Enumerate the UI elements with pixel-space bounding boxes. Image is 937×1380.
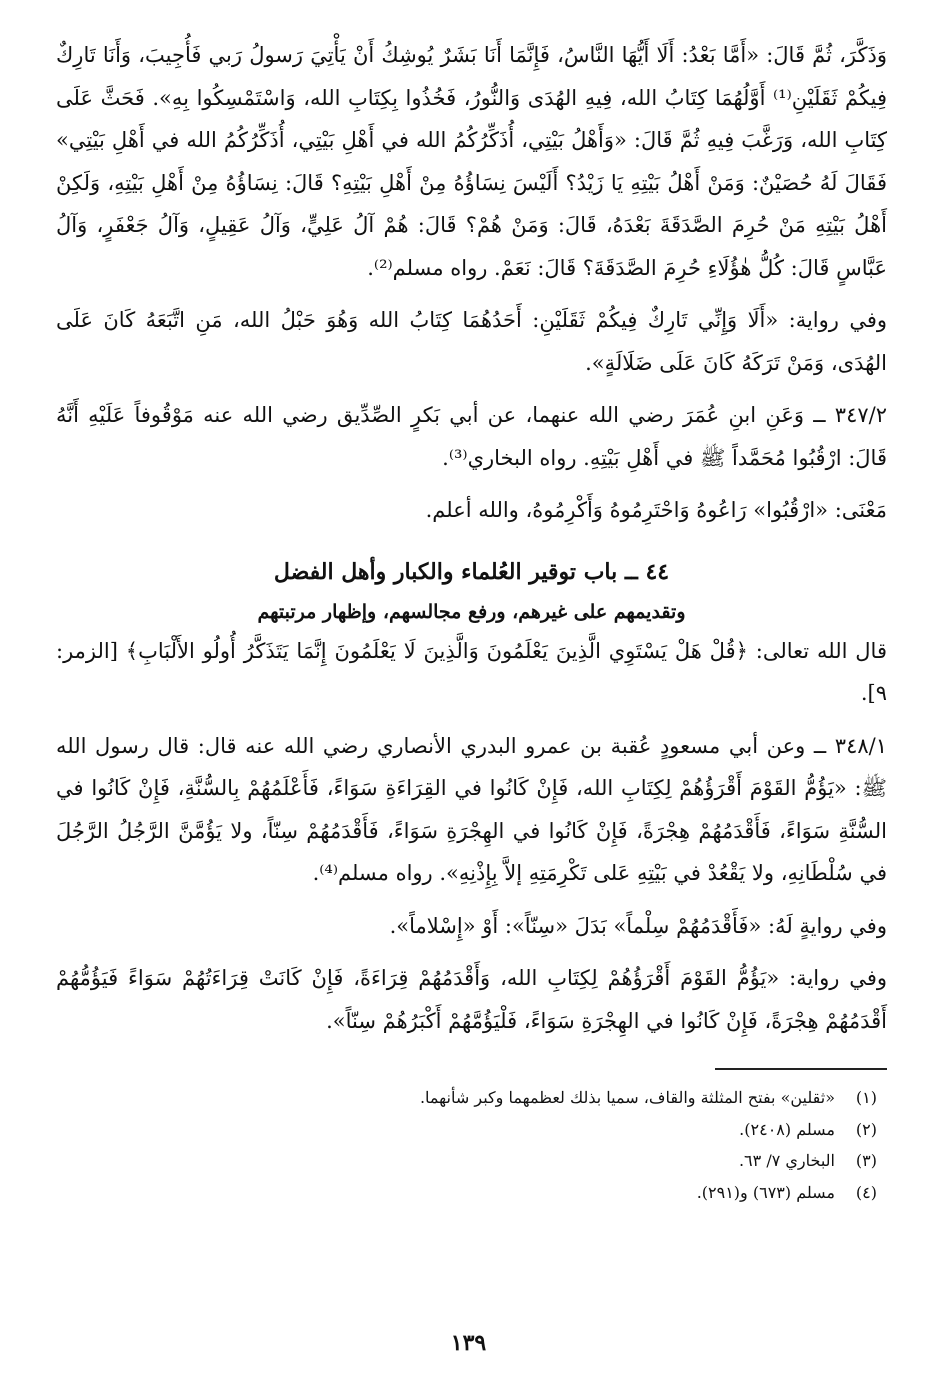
page-number: ١٣٩ (450, 1330, 487, 1356)
chapter-subtitle: وتقديمهم على غيرهم، ورفع مجالسهم، وإظهار مرتبتهم (257, 600, 686, 623)
footnote-separator (715, 1068, 887, 1070)
footnote-text: مسلم (٦٧٣) و(٢٩١). (696, 1182, 835, 1202)
paragraph-hadith-348: ٣٤٨/١ ــ وعن أبي مسعودٍ عُقبة بن عمرو البدري الأنصاري رضي الله عنه قال: قال رسول الله ﷺ: «يَؤُمُّ القَوْمَ أَقْرَؤُهُمْ لِكِتَابِ الله، فَإِنْ كَانُوا في القِرَاءَةِ سَوَاءً، فَأَعْلَمُهُمْ بِالسُّنَّةِ، فَإِنْ كَانُوا في السُّنَّةِ سَوَاءً، فَأَقْدَمُهُمْ هِجْرَةً، فَإِنْ كَانُوا في الهِجْرَةِ سَوَاءً، فَأَقْدَمُهُمْ سِنّاً، ولا يَؤُمَّنَّ الرَّجُلُ الرَّجُلَ في سُلْطَانِهِ، ولا يَقْعُدْ في بَيْتِهِ عَلى تَكْرِمَتِهِ إلاَّ بِإِذْنِهِ». رواه مسلم⁽⁴⁾. (56, 733, 887, 885)
footnote-item (56, 1082, 877, 1114)
footnote-number: (٤) (855, 1182, 877, 1202)
footnote-number: (١) (855, 1088, 877, 1107)
footnote-text: مسلم (٢٤٠٨). (739, 1119, 835, 1139)
footnote-text: البخاري ٧/ ٦٣. (738, 1151, 835, 1170)
spacer (56, 895, 887, 905)
paragraph-riwaya-1: وفي رواية: «أَلَا وَإِنِّي تَارِكٌ فِيكُمْ ثَقَلَيْنِ: أَحَدُهُمَا كِتَابُ الله وَهُوَ حَبْلُ الله، مَنِ اتَّبَعَهُ كَانَ عَلَى الهُدَى، وَمَنْ تَرَكَهُ كَانَ عَلَى ضَلَالَةٍ». (56, 308, 887, 375)
paragraph-meaning: مَعْنَى: «ارْقُبُوا» رَاعُوهُ وَاحْتَرِمُوهُ وَأَكْرِمُوهُ، والله أعلم. (425, 498, 887, 522)
footnote-text: «ثقلين» بفتح المثلثة والقاف، سميا بذلك لعظمهما وكبر شأنهما. (419, 1088, 835, 1107)
spacer (56, 532, 887, 548)
spacer (56, 289, 887, 299)
footnote-item (56, 1145, 877, 1177)
footnote-number: (٢) (855, 1119, 877, 1139)
spacer (56, 947, 887, 957)
chapter-title: ٤٤ ــ باب توقير العُلماء والكبار وأهل الفضل (273, 558, 670, 585)
spacer (56, 715, 887, 725)
footnotes-list (56, 1082, 887, 1208)
paragraph-quran-verse: قال الله تعالى: ﴿قُلْ هَلْ يَسْتَوِي الَّذِينَ يَعْلَمُونَ وَالَّذِينَ لَا يَعْلَمُونَ إِنَّمَا يَتَذَكَّرُ أُولُو الأَلْبَابِ﴾ [الزمر: ٩]. (56, 638, 887, 705)
paragraph-riwaya-2: وفي روايةٍ لَهُ: «فَأَقْدَمُهُمْ سِلْماً» بَدَلَ «سِنّاً»: أَوْ «إِسْلاماً». (389, 913, 887, 938)
paragraph-riwaya-3: وفي رواية: «يَؤُمُّ القَوْمَ أَقْرَؤُهُمْ لِكِتَابِ الله، وَأَقْدَمُهُمْ قِرَاءَةً، فَإِنْ كَانَتْ قِرَاءَتُهُمْ سَوَاءً فَيَؤُمُّهُمْ أَقْدَمُهُمْ هِجْرَةً، فَإِنْ كَانُوا في الهِجْرَةِ سَوَاءً، فَلْيَؤُمَّهُمْ أَكْبَرُهُمْ سِنّاً». (56, 966, 887, 1033)
spacer (56, 479, 887, 489)
footnote-item (56, 1177, 877, 1209)
footnote-item (56, 1114, 877, 1146)
spacer (56, 384, 887, 394)
paragraph-hadith-thaqalayn: وَذَكَّرَ، ثُمَّ قَالَ: «أَمَّا بَعْدُ: أَلَا أَيُّهَا النَّاسُ، فَإِنَّمَا أَنَا بَشَرٌ يُوشِكُ أَنْ يَأْتِيَ رَسولُ رَبي فَأُجِيبَ، وَأَنَا تَارِكٌ فِيكُمْ ثَقَلَيْنِ⁽¹⁾ أَوَّلُهُمَا كِتَابُ الله، فِيهِ الهُدَى وَالنُّورُ، فَخُذُوا بِكِتَابِ الله، وَاسْتَمْسِكُوا بِهِ». فَحَثَّ عَلَى كِتَابِ الله، وَرَغَّبَ فِيهِ ثُمَّ قَالَ: «وَأَهْلُ بَيْتِي، أُذَكِّرُكُمُ الله في أَهْلِ بَيْتِي، أُذَكِّرُكُمُ الله في أَهْلِ بَيْتِي» فَقَالَ لَهُ حُصَيْنٌ: وَمَنْ أَهْلُ بَيْتِهِ يَا زَيْدُ؟ أَلَيْسَ نِسَاؤُهُ مِنْ أَهْلِ بَيْتِهِ؟ قَالَ: نِسَاؤُهُ مِنْ أَهْلِ بَيْتِهِ، وَلَكِنْ أَهْلُ بَيْتِهِ مَنْ حُرِمَ الصَّدَقَةَ بَعْدَهُ، قَالَ: وَمَنْ هُمْ؟ قَالَ: هُمْ آلُ عَلِيٍّ، وَآلُ عَقِيلٍ، وَآلُ جَعْفَرٍ، وَآلُ عَبَّاسٍ قَالَ: كُلُّ هٰؤُلَاءِ حُرِمَ الصَّدَقَةَ؟ قَالَ: نَعَمْ. رواه مسلم⁽²⁾. (56, 43, 888, 280)
paragraph-hadith-347: ٣٤٧/٢ ــ وَعَنِ ابنِ عُمَرَ رضي الله عنهما، عن أبي بَكرٍ الصِّدِّيق رضي الله عنه مَوْقُوفاً عَلَيْهِ أَنَّهُ قَالَ: ارْقُبُوا مُحَمَّداً ﷺ في أَهْلِ بَيْتِهِ. رواه البخاري⁽³⁾. (56, 403, 887, 470)
footnote-number: (٣) (855, 1151, 877, 1170)
